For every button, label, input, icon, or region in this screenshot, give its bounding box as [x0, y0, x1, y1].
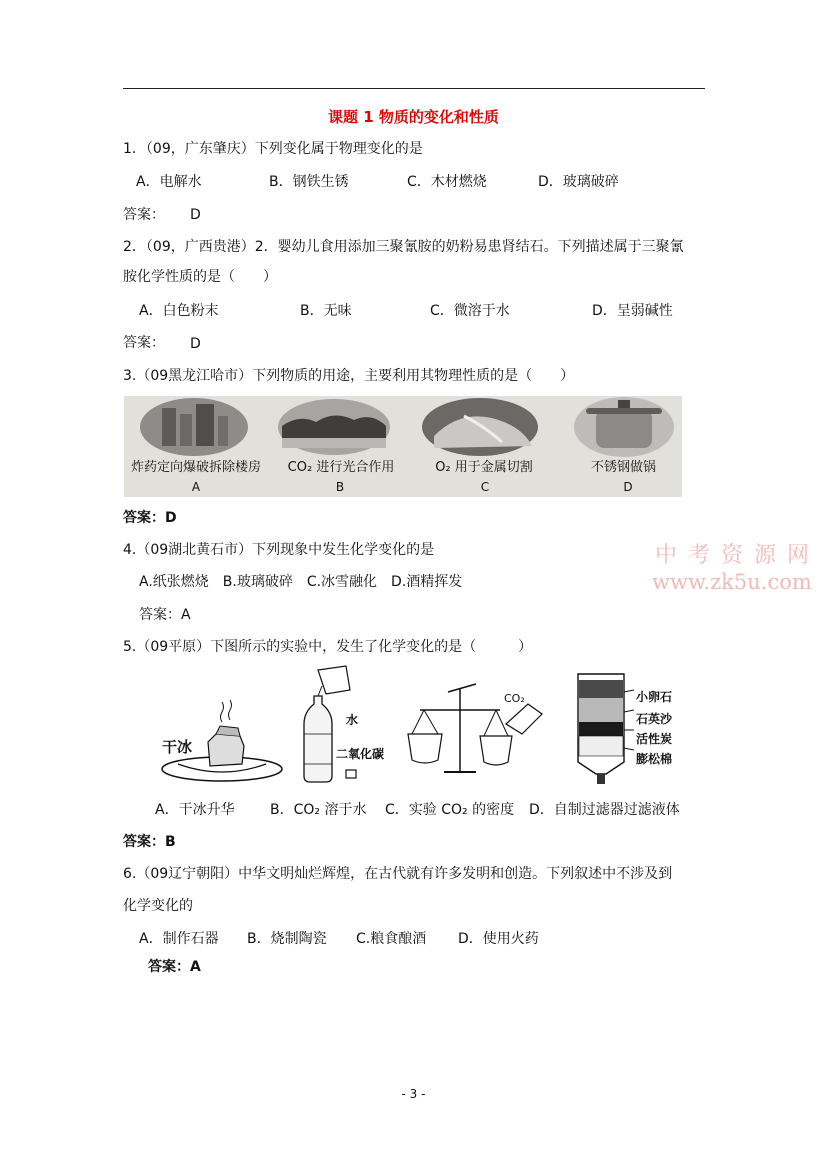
question-6-option-c: C.粮食酿酒 — [356, 931, 427, 947]
watermark-line-1: 中 考 资 源 网 — [655, 543, 811, 568]
question-5-stem: 5.（09平原）下图所示的实验中，发生了化学变化的是（ ） — [123, 639, 533, 655]
label-pebbles: 小卵石 — [636, 690, 673, 704]
question-2-option-c: C．微溶于水 — [430, 303, 510, 319]
question-5-option-c: C．实验 CO₂ 的密度 — [385, 802, 515, 818]
question-4-options: A.纸张燃烧 B.玻璃破碎 C.冰雪融化 D.酒精挥发 — [139, 574, 463, 590]
question-5-option-a: A．干冰升华 — [155, 802, 235, 818]
question-1-option-b: B．钢铁生锈 — [269, 174, 349, 190]
question-2-option-a: A．白色粉末 — [139, 303, 219, 319]
letter-a: A — [191, 480, 201, 494]
homemade-filter — [578, 674, 634, 784]
letter-d: D — [623, 480, 633, 494]
letter-b: B — [335, 480, 345, 494]
caption-d: 不锈钢做锅 — [590, 460, 656, 475]
question-3-answer: 答案：D — [123, 510, 177, 526]
question-2-stem-line-2: 胺化学性质的是（ ） — [123, 269, 277, 285]
question-2-option-b: B．无味 — [300, 303, 352, 319]
question-1-answer: D — [190, 207, 201, 223]
question-6-stem-line-1: 6.（09辽宁朝阳）中华文明灿烂辉煌，在古代就有许多发明和创造。下列叙述中不涉及到 — [123, 866, 673, 882]
question-1-stem: 1．（09，广东肇庆）下列变化属于物理变化的是 — [123, 141, 423, 157]
question-5-option-d: D．自制过滤器过滤液体 — [529, 802, 680, 818]
label-dry-ice: 干冰 — [162, 738, 193, 756]
question-6-option-a: A．制作石器 — [139, 931, 219, 947]
caption-b: CO₂ 进行光合作用 — [287, 460, 395, 475]
caption-a: 炸药定向爆破拆除楼房 — [130, 460, 261, 475]
question-3-stem: 3.（09黑龙江哈市）下列物质的用途，主要利用其物理性质的是（ ） — [123, 368, 575, 384]
label-water: 水 — [346, 713, 359, 727]
photo-strip-graphic — [124, 396, 682, 497]
label-sand: 石英沙 — [636, 712, 673, 726]
question-5-figure — [150, 664, 710, 788]
question-2-stem-line-1: 2．（09，广西贵港）2．婴幼儿食用添加三聚氰胺的奶粉易患肾结石。下列描述属于三聚氰 — [123, 239, 684, 255]
question-4-stem: 4.（09湖北黄石市）下列现象中发生化学变化的是 — [123, 542, 435, 558]
label-co2-gas: CO₂ — [504, 692, 525, 705]
question-1-option-d: D．玻璃破碎 — [538, 174, 619, 190]
question-5-option-b: B．CO₂ 溶于水 — [270, 802, 367, 818]
question-5-answer: 答案：B — [123, 834, 176, 850]
question-6-answer: 答案：A — [148, 959, 201, 975]
question-6-option-d: D．使用火药 — [458, 931, 539, 947]
question-2-option-d: D．呈弱碱性 — [592, 303, 673, 319]
page-title: 课题 1 物质的变化和性质 — [328, 108, 499, 126]
page-number: - 3 - — [401, 1087, 426, 1101]
question-1-answer-label: 答案： — [123, 207, 165, 223]
label-cotton: 膨松棉 — [636, 752, 673, 766]
question-2-answer-label: 答案： — [123, 335, 165, 351]
question-6-stem-line-2: 化学变化的 — [123, 898, 193, 914]
label-carbon: 活性炭 — [636, 732, 673, 746]
question-1-option-a: A．电解水 — [136, 174, 202, 190]
question-2-answer: D — [190, 336, 201, 352]
question-4-answer: 答案：A — [139, 607, 191, 623]
watermark-line-2: www.zk5u.com — [652, 570, 812, 594]
header-rule — [123, 88, 705, 89]
letter-c: C — [480, 480, 490, 494]
question-6-option-b: B．烧制陶瓷 — [247, 931, 327, 947]
label-co2-bottle: 二氧化碳 — [336, 747, 385, 761]
question-1-option-c: C．木材燃烧 — [407, 174, 487, 190]
question-3-photo-strip — [124, 396, 682, 497]
caption-c: O₂ 用于金属切割 — [435, 460, 533, 475]
